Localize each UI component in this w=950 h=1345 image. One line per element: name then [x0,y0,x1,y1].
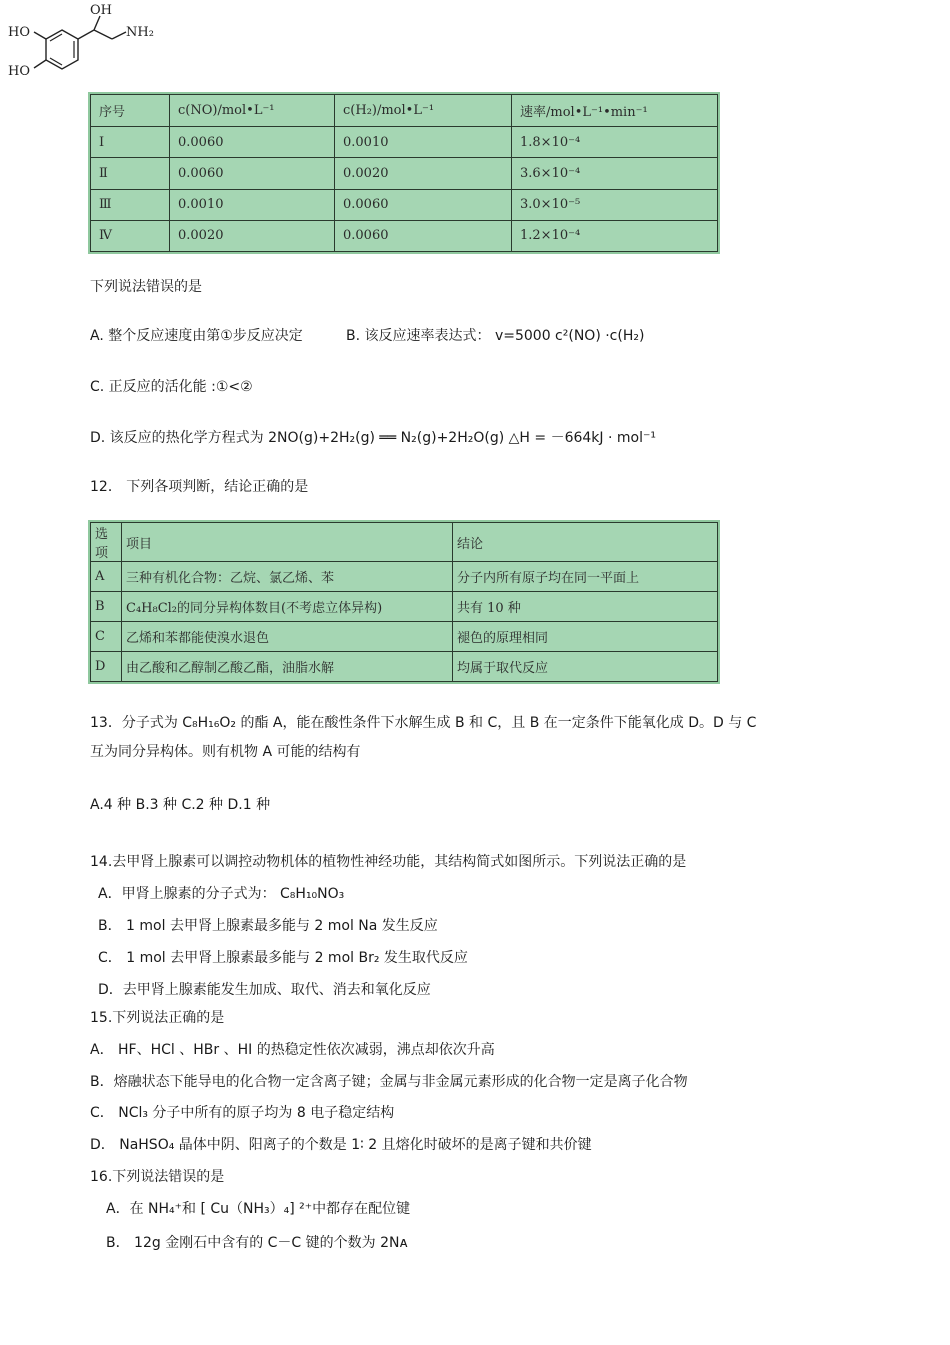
table-cell: 0.0010 [335,127,512,158]
table-cell: 共有 10 种 [453,592,718,622]
q16-stem: 16.下列说法错误的是 [90,1169,225,1185]
q13-stem-line-1: 13．分子式为 C₈H₁₆O₂ 的酯 A，能在酸性条件下水解生成 B 和 C，且 B 在一定条件下能氧化成 D。D 与 C [90,715,757,731]
table-cell: 3.0×10⁻⁵ [512,189,718,220]
table-cell: 三种有机化合物：乙烷、氯乙烯、苯 [122,562,453,592]
q15-option-a: A． HF、HCl 、HBr 、HI 的热稳定性依次减弱，沸点却依次升高 [90,1042,495,1058]
table-cell: 0.0060 [335,220,512,251]
hydroxyl-label-ring-1: HO [8,25,30,40]
amine-label: NH₂ [126,25,154,40]
table-cell: A [91,562,122,592]
hydroxyl-label-top: OH [90,3,112,18]
q16-option-a: A．在 NH₄⁺和 [ Cu（NH₃）₄] ²⁺中都存在配位键 [106,1201,411,1217]
q12-options-table [88,520,720,684]
table-cell: D [91,652,122,682]
table-cell: Ⅱ [91,158,170,189]
table-cell: Ⅰ [91,127,170,158]
q11-option-a: A. 整个反应速度由第①步反应决定 [90,328,303,344]
hydroxyl-label-ring-2: HO [8,64,30,79]
table-cell: 0.0010 [170,189,335,220]
q14-option-d: D．去甲肾上腺素能发生加成、取代、消去和氧化反应 [98,982,431,998]
q13-options: A.4 种 B.3 种 C.2 种 D.1 种 [90,797,271,813]
table-cell: 0.0060 [335,189,512,220]
q12-stem: 12． 下列各项判断，结论正确的是 [90,479,309,495]
table-header-cell: 项目 [122,523,453,562]
table-cell: Ⅳ [91,220,170,251]
q16-option-b: B． 12g 金刚石中含有的 C－C 键的个数为 2Nᴀ [106,1235,408,1251]
table-cell: Ⅲ [91,189,170,220]
q14-option-c: C． 1 mol 去甲肾上腺素最多能与 2 mol Br₂ 发生取代反应 [98,950,468,966]
table-cell: 1.8×10⁻⁴ [512,127,718,158]
table-cell: 0.0060 [170,127,335,158]
table-cell: 0.0060 [170,158,335,189]
table-cell: 3.6×10⁻⁴ [512,158,718,189]
table-cell: 乙烯和苯都能使溴水退色 [122,622,453,652]
table-cell: 1.2×10⁻⁴ [512,220,718,251]
table-cell: 褪色的原理相同 [453,622,718,652]
table-cell: 分子内所有原子均在同一平面上 [453,562,718,592]
q14-option-b: B． 1 mol 去甲肾上腺素最多能与 2 mol Na 发生反应 [98,918,438,934]
table-cell: C₄H₈Cl₂的同分异构体数目(不考虑立体异构) [122,592,453,622]
table-cell: B [91,592,122,622]
table-cell: 0.0020 [335,158,512,189]
table-header-cell: 序号 [91,95,170,127]
norepinephrine-structure-diagram [4,2,164,84]
table-header-cell: c(H₂)/mol•L⁻¹ [335,95,512,127]
q14-option-a: A．甲肾上腺素的分子式为： C₈H₁₀NO₃ [98,886,345,902]
table-header-cell: 速率/mol•L⁻¹•min⁻¹ [512,95,718,127]
q15-option-d: D． NaHSO₄ 晶体中阴、阳离子的个数是 1∶ 2 且熔化时破坏的是离子键和共价键 [90,1137,592,1153]
q15-option-b: B．熔融状态下能导电的化合物一定含离子键；金属与非金属元素形成的化合物一定是离子化合物 [90,1074,688,1090]
table-header-cell: c(NO)/mol•L⁻¹ [170,95,335,127]
table-header-cell: 选项 [91,523,122,562]
q11-option-b: B. 该反应速率表达式： v=5000 c²(NO) ·c(H₂) [346,328,645,344]
q15-stem: 15.下列说法正确的是 [90,1010,225,1026]
q14-stem: 14.去甲肾上腺素可以调控动物机体的植物性神经功能，其结构简式如图所示。下列说法正确的是 [90,854,687,870]
table-cell: C [91,622,122,652]
q13-stem-line-2: 互为同分异构体。则有机物 A 可能的结构有 [90,744,361,760]
q11-stem: 下列说法错误的是 [90,279,202,295]
q15-option-c: C． NCl₃ 分子中所有的原子均为 8 电子稳定结构 [90,1105,395,1121]
q11-option-d: D. 该反应的热化学方程式为 2NO(g)+2H₂(g) ══ N₂(g)+2H₂O(g) △H = －664kJ · mol⁻¹ [90,430,656,446]
table-cell: 由乙酸和乙醇制乙酸乙酯，油脂水解 [122,652,453,682]
table-cell: 均属于取代反应 [453,652,718,682]
reaction-rate-table [88,92,720,254]
q11-option-c: C. 正反应的活化能 :①<② [90,379,253,395]
table-cell: 0.0020 [170,220,335,251]
table-header-cell: 结论 [453,523,718,562]
